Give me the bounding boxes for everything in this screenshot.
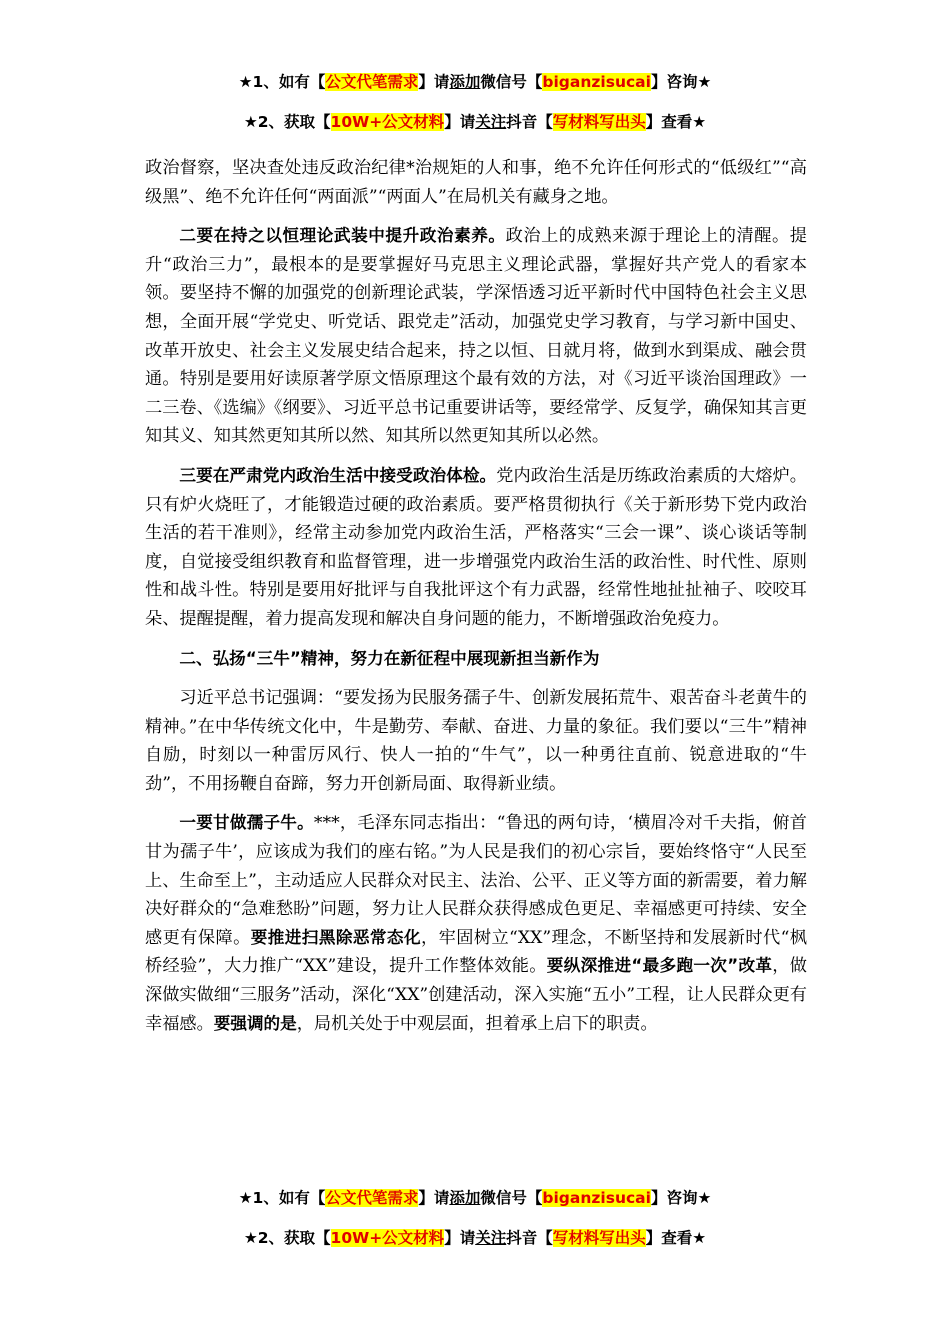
banner-2-highlight2: 写材料写出头: [552, 113, 646, 131]
paragraph-5-bold-4: 要强调的是: [213, 1013, 297, 1033]
banner-1-underline: 添加: [449, 73, 481, 91]
footer-1-prefix: ★1、如有【: [238, 1189, 326, 1207]
banner-1-prefix: ★1、如有【: [238, 73, 326, 91]
paragraph-3-lead: 三要在严肃党内政治生活中接受政治体检。: [179, 465, 497, 485]
paragraph-5-text-c: ，做深做实做细“三服务”活动，深化“XX”创建活动，深入实施“五小”工程，让人民群众更有幸福感。: [145, 956, 807, 1034]
banner-1-highlight2: biganzisucai: [542, 73, 651, 91]
paragraph-2-lead: 二要在持之以恒理论武装中提升政治素养。: [179, 226, 506, 246]
footer-banner-line-2: [0, 1227, 950, 1249]
paragraph-5-lead: 一要甘做孺子牛。: [179, 813, 314, 833]
banner-2-suffix: 】查看★: [645, 113, 707, 131]
footer-1-highlight2: biganzisucai: [542, 1189, 651, 1207]
banner-2-mid2: 抖音【: [506, 113, 553, 131]
footer-2-highlight: 10W+公文材料: [330, 1229, 445, 1247]
paragraph-5-bold-2: 要推进扫黑除恶常态化: [250, 927, 421, 947]
banner-line-1: [0, 71, 950, 93]
footer-banner-line-1: [0, 1187, 950, 1209]
banner-1-suffix: 】咨询★: [650, 73, 712, 91]
section-heading-2: [145, 645, 807, 674]
footer-1-highlight: 公文代笔需求: [325, 1189, 419, 1207]
paragraph-3: [145, 462, 807, 634]
section-heading-2-text: 二、弘扬“三牛”精神，努力在新征程中展现新担当新作为: [179, 648, 600, 668]
banner-1-mid2: 微信号【: [480, 73, 543, 91]
paragraph-1: 政治督察，坚决查处违反政治纪律*治规矩的人和事，绝不允许任何形式的“低级红”“高级黑”、绝不允许任何“两面派”“两面人”在局机关有藏身之地。: [145, 158, 807, 207]
banner-2-underline: 关注: [475, 113, 507, 131]
footer-2-mid1: 】请: [444, 1229, 476, 1247]
paragraph-5-text-a: ***，毛泽东同志指出：“鲁迅的两句诗，‘横眉冷对千夫指，俯首甘为孺子牛’，应该成为我们的座右铭。”为人民是我们的初心宗旨，要始终恪守“人民至上、生命至上”，主动适应人民群众对民主、法治、公平、正义等方面的新需要，着力解决好群众的“急难愁盼”问题，努力让人民群众获得感成色更足、幸福感更可持续、安全感更有保障。: [145, 813, 807, 948]
banner-2-highlight: 10W+公文材料: [330, 113, 445, 131]
footer-1-suffix: 】咨询★: [650, 1189, 712, 1207]
paragraph-5-text-b: ，牢固树立“XX”理念，不断坚持和发展新时代“枫桥经验”，大力推广“XX”建设，提升工作整体效能。: [145, 927, 807, 977]
banner-2-mid1: 】请: [444, 113, 476, 131]
document-body: [145, 154, 807, 1038]
banner-line-2: [0, 111, 950, 133]
banner-1-mid1: 】请: [418, 73, 450, 91]
paragraph-2-text: 政治上的成熟来源于理论上的清醒。提升“政治三力”，最根本的是要掌握好马克思主义理论武器，掌握好共产党人的看家本领。要坚持不懈的加强党的创新理论武装，学深悟透习近平新时代中国特色社会主义思想，全面开展“学党史、听党话、跟党走”活动，加强党史学习教育，与学习新中国史、改革开放史、社会主义发展史结合起来，持之以恒、日就月将，做到水到渠成、融会贯通。特别是要用好读原著学原文悟原理这个最有效的方法，对《习近平谈治国理政》一二三卷、《选编》《纲要》、习近平总书记重要讲话等，要经常学、反复学，确保知其言更知其义、知其然更知其所以然、知其所以然更知其所以必然。: [145, 226, 807, 447]
paragraph-5-bold-3: 要纵深推进“最多跑一次”改革: [546, 956, 773, 976]
banner-2-prefix: ★2、获取【: [243, 113, 331, 131]
footer-2-underline: 关注: [475, 1229, 507, 1247]
paragraph-5-text-d: ，局机关处于中观层面，担着承上启下的职责。: [296, 1013, 658, 1034]
paragraph-2: [145, 222, 807, 451]
paragraph-5: [145, 809, 807, 1038]
paragraph-4: 习近平总书记强调：“要发扬为民服务孺子牛、创新发展拓荒牛、艰苦奋斗老黄牛的精神。”在中华传统文化中，牛是勤劳、奉献、奋进、力量的象征。我们要以“三牛”精神自励，时刻以一种雷厉风行、快人一拍的“牛气”，以一种勇往直前、锐意进取的“牛劲”，不用扬鞭自奋蹄，努力开创新局面、取得新业绩。: [145, 688, 807, 794]
paragraph-3-text: 党内政治生活是历练政治素质的大熔炉。只有炉火烧旺了，才能锻造过硬的政治素质。要严格贯彻执行《关于新形势下党内政治生活的若干准则》，经常主动参加党内政治生活，严格落实“三会一课”、谈心谈话等制度，自觉接受组织教育和监督管理，进一步增强党内政治生活的政治性、时代性、原则性和战斗性。特别是要用好批评与自我批评这个有力武器，经常性地扯扯袖子、咬咬耳朵、提醒提醒，着力提高发现和解决自身问题的能力，不断增强政治免疫力。: [145, 465, 807, 629]
footer-1-mid2: 微信号【: [480, 1189, 543, 1207]
footer-2-mid2: 抖音【: [506, 1229, 553, 1247]
banner-1-highlight: 公文代笔需求: [325, 73, 419, 91]
footer-1-mid1: 】请: [418, 1189, 450, 1207]
footer-2-highlight2: 写材料写出头: [552, 1229, 646, 1247]
footer-1-underline: 添加: [449, 1189, 481, 1207]
footer-2-prefix: ★2、获取【: [243, 1229, 331, 1247]
footer-2-suffix: 】查看★: [645, 1229, 707, 1247]
